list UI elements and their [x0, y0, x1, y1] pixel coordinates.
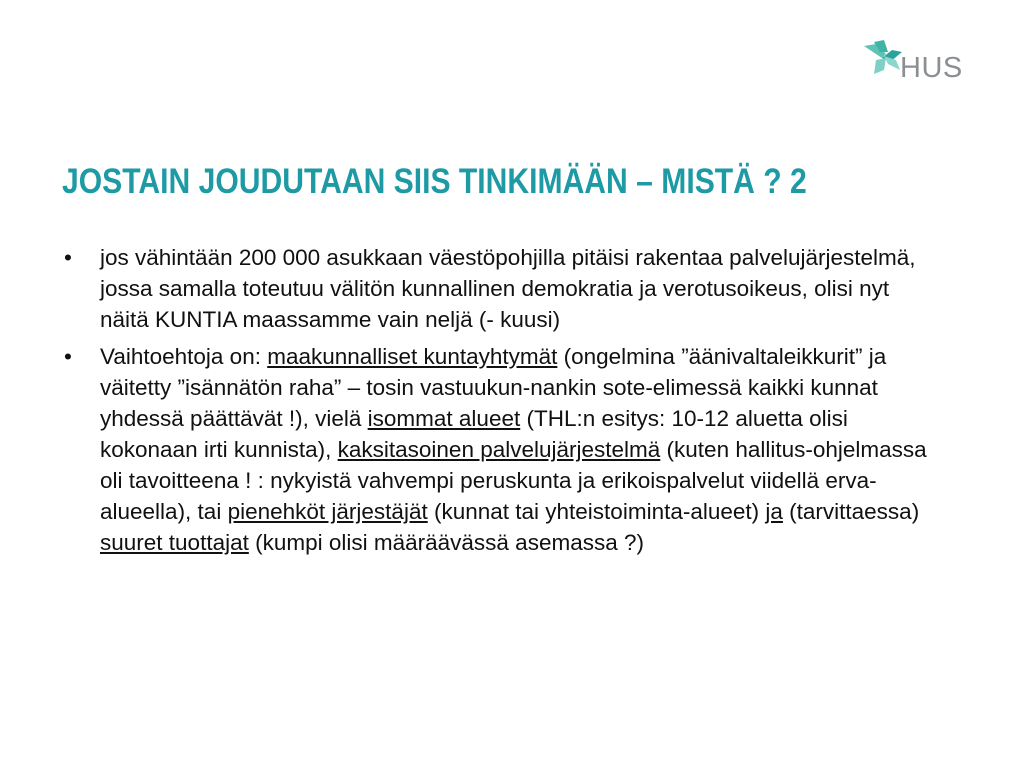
hus-logo	[862, 40, 982, 88]
bullet-2-text-6: (tarvittaessa)	[782, 499, 920, 524]
hus-cross-icon	[862, 40, 904, 76]
bullet-list	[60, 242, 940, 564]
bullet-icon: •	[64, 344, 72, 369]
bullet-item-2	[60, 341, 940, 558]
bullet-2-text-5: (kunnat tai yhteistoiminta-alueet)	[427, 499, 766, 524]
underlined-term-suuret-tuottajat: suuret tuottajat	[100, 530, 249, 555]
bullet-item-1	[60, 242, 940, 335]
underlined-term-isommat-alueet: isommat alueet	[367, 406, 521, 431]
bullet-2-text-3: (THL:n esitys: 10-12 aluetta olisi kokonaan irti kunnista),	[100, 406, 848, 462]
bullet-icon: •	[64, 245, 72, 270]
bullet-2-text-2: (ongelmina ”äänivaltaleikkurit” ja väitetty ”isännätön raha” – tosin vastuukun-nankin sote-elimessä kaikki kunnat yhdessä päättävät !), vielä	[100, 344, 887, 431]
bullet-2-text-4: (kuten hallitus-ohjelmassa oli tavoitteena ! : nykyistä vahvempi peruskunta ja erikoispalvelut viidellä erva-alueella), tai	[100, 437, 927, 524]
underlined-term-pienehkot: pienehköt järjestäjät	[227, 499, 428, 524]
slide-title: JOSTAIN JOUDUTAAN SIIS TINKIMÄÄN – MISTÄ ? 2	[62, 162, 807, 201]
underlined-term-kaksitasoinen: kaksitasoinen palvelujärjestelmä	[337, 437, 661, 462]
bullet-1-text: jos vähintään 200 000 asukkaan väestöpohjilla pitäisi rakentaa palvelujärjestelmä, jossa samalla toteutuu välitön kunnallinen demokratia ja verotusoikeus, olisi nyt näitä KUNTIA maassamme vain neljä (- kuusi)	[100, 245, 916, 332]
hus-logo-text: HUS	[900, 52, 963, 84]
bullet-2-intro: Vaihtoehtoja on:	[100, 344, 268, 369]
bullet-2-text-7: (kumpi olisi määräävässä asemassa ?)	[248, 530, 644, 555]
underlined-term-ja: ja	[765, 499, 783, 524]
underlined-term-maakunnalliset: maakunnalliset kuntayhtymät	[267, 344, 558, 369]
